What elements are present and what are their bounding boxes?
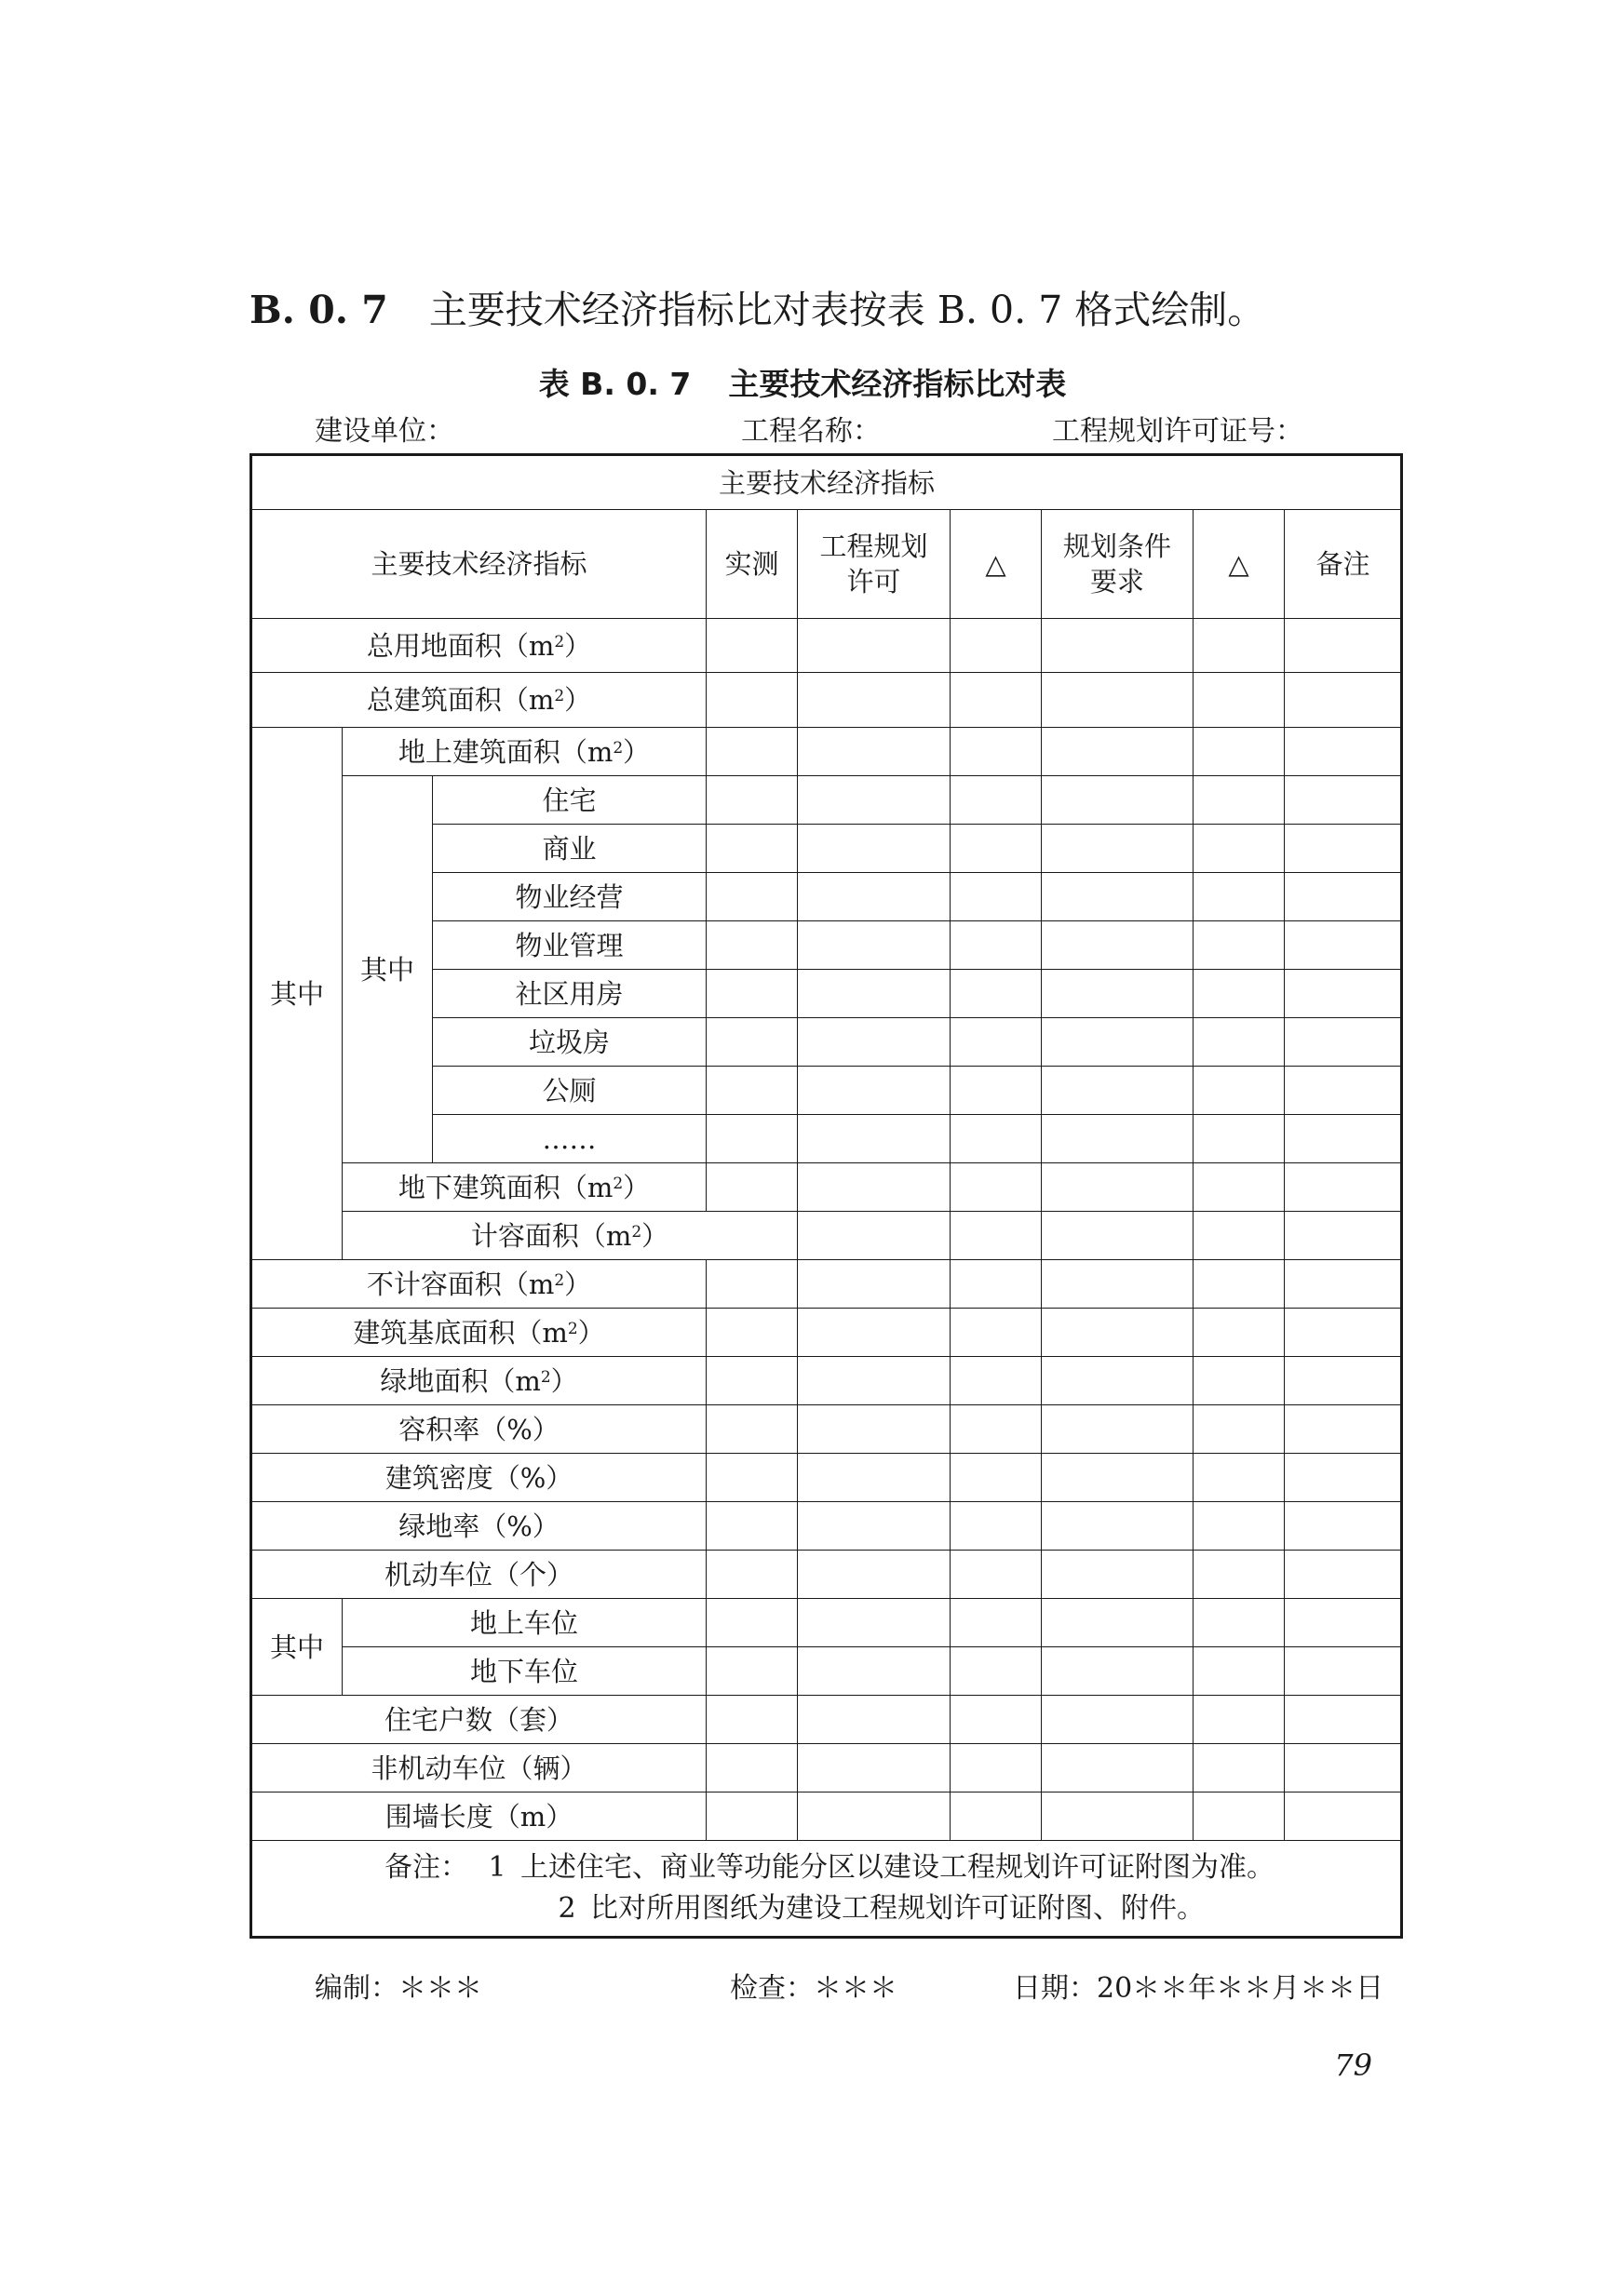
value-cell <box>798 921 951 970</box>
row-label-green-area: 绿地面积$(m^2)$ <box>251 1357 707 1405</box>
header-indicator: 主要技术经济指标 <box>251 510 707 619</box>
value-cell <box>1285 728 1402 776</box>
value-cell <box>1042 1212 1194 1260</box>
project-name-label: 工程名称： <box>741 415 881 448</box>
value-cell <box>951 776 1042 825</box>
construction-unit-label: 建设单位： <box>315 415 454 448</box>
value-cell <box>1194 873 1285 921</box>
value-cell <box>1285 970 1402 1018</box>
value-cell <box>951 1212 1042 1260</box>
value-cell <box>951 921 1042 970</box>
value-cell <box>1194 1163 1285 1212</box>
row-label-above-ground-parking: 地上车位 <box>343 1599 707 1647</box>
value-cell <box>707 970 798 1018</box>
table-row <box>251 673 1402 728</box>
value-cell <box>951 1454 1042 1502</box>
permit-number-label: 工程规划许可证号： <box>1052 415 1303 448</box>
value-cell <box>798 1551 951 1599</box>
row-label-community-room: 社区用房 <box>433 970 707 1018</box>
value-cell <box>1285 1212 1402 1260</box>
header-remark: 备注 <box>1285 510 1402 619</box>
row-label-ellipsis: …… <box>433 1115 707 1163</box>
table-row <box>251 1792 1402 1841</box>
clause-heading <box>250 284 1265 336</box>
value-cell <box>1285 1115 1402 1163</box>
value-cell <box>1285 1502 1402 1551</box>
value-cell <box>1285 1260 1402 1309</box>
value-cell <box>707 1405 798 1454</box>
value-cell <box>1042 1454 1194 1502</box>
value-cell <box>951 1551 1042 1599</box>
value-cell <box>951 873 1042 921</box>
value-cell <box>707 1454 798 1502</box>
value-cell <box>951 1357 1042 1405</box>
value-cell <box>707 1792 798 1841</box>
value-cell <box>798 1405 951 1454</box>
notes-label: 备注： <box>384 1851 468 1884</box>
value-cell <box>1285 1551 1402 1599</box>
value-cell <box>798 1067 951 1115</box>
value-cell <box>1194 1551 1285 1599</box>
value-cell <box>798 1647 951 1696</box>
note-2-text: 比对所用图纸为建设工程规划许可证附图、附件。 <box>590 1892 1205 1925</box>
value-cell <box>951 1115 1042 1163</box>
header-row <box>251 510 1402 619</box>
table-row <box>251 1744 1402 1792</box>
notes-cell <box>251 1841 1402 1938</box>
value-cell <box>1285 1309 1402 1357</box>
value-cell <box>1042 1647 1194 1696</box>
value-cell <box>1194 1212 1285 1260</box>
value-cell <box>707 1309 798 1357</box>
value-cell <box>951 1744 1042 1792</box>
header-delta-2: △ <box>1194 510 1285 619</box>
row-label-garbage-room: 垃圾房 <box>433 1018 707 1067</box>
value-cell <box>951 1696 1042 1744</box>
value-cell <box>1042 970 1194 1018</box>
row-label-property-business: 物业经营 <box>433 873 707 921</box>
value-cell <box>1285 1744 1402 1792</box>
value-cell <box>707 1551 798 1599</box>
checked-by: 检查：＊＊＊ <box>730 1972 897 2005</box>
value-cell <box>707 873 798 921</box>
value-cell <box>951 1792 1042 1841</box>
value-cell <box>798 1212 951 1260</box>
table-row <box>251 776 1402 825</box>
value-cell <box>1285 1163 1402 1212</box>
value-cell <box>1194 728 1285 776</box>
value-cell <box>798 776 951 825</box>
value-cell <box>1285 776 1402 825</box>
value-cell <box>798 1454 951 1502</box>
value-cell <box>798 1502 951 1551</box>
value-cell <box>798 1696 951 1744</box>
table-row <box>251 1405 1402 1454</box>
value-cell <box>1042 1696 1194 1744</box>
value-cell <box>1194 1405 1285 1454</box>
value-cell <box>951 1502 1042 1551</box>
value-cell <box>798 1163 951 1212</box>
value-cell <box>707 1067 798 1115</box>
value-cell <box>1194 619 1285 673</box>
row-label-underground-parking: 地下车位 <box>343 1647 707 1696</box>
table-row <box>251 619 1402 673</box>
value-cell <box>798 619 951 673</box>
value-cell <box>951 1599 1042 1647</box>
row-label-parking-spaces: 机动车位（个） <box>251 1551 707 1599</box>
value-cell <box>707 1260 798 1309</box>
value-cell <box>951 1067 1042 1115</box>
value-cell <box>1194 673 1285 728</box>
table-row <box>251 1647 1402 1696</box>
value-cell <box>1042 1551 1194 1599</box>
value-cell <box>1285 1454 1402 1502</box>
value-cell <box>1285 921 1402 970</box>
page-number: 79 <box>1334 2048 1372 2083</box>
value-cell <box>707 1115 798 1163</box>
value-cell <box>1194 1647 1285 1696</box>
note-1-text: 上述住宅、商业等功能分区以建设工程规划许可证附图为准。 <box>520 1851 1275 1884</box>
value-cell <box>1194 1696 1285 1744</box>
row-label-property-management: 物业管理 <box>433 921 707 970</box>
table-title-row <box>251 455 1402 510</box>
table-row <box>251 1502 1402 1551</box>
value-cell <box>707 776 798 825</box>
value-cell <box>1042 1260 1194 1309</box>
value-cell <box>1194 1792 1285 1841</box>
date: 日期：20＊＊年＊＊月＊＊日 <box>1013 1972 1384 2005</box>
value-cell <box>1042 1018 1194 1067</box>
subgroup-label-of-which: 其中 <box>343 776 433 1163</box>
value-cell <box>951 619 1042 673</box>
value-cell <box>951 1163 1042 1212</box>
value-cell <box>707 1018 798 1067</box>
value-cell <box>707 1696 798 1744</box>
value-cell <box>1194 1454 1285 1502</box>
value-cell <box>1285 1067 1402 1115</box>
header-planning-permit-line2: 许可 <box>846 566 901 597</box>
row-label-building-density: 建筑密度（%） <box>251 1454 707 1502</box>
value-cell <box>1194 776 1285 825</box>
table-row <box>251 1357 1402 1405</box>
table-row <box>251 728 1402 776</box>
value-cell <box>798 1260 951 1309</box>
value-cell <box>707 825 798 873</box>
value-cell <box>1285 1599 1402 1647</box>
value-cell <box>1042 1502 1194 1551</box>
header-planning-conditions <box>1042 510 1194 619</box>
value-cell <box>707 1647 798 1696</box>
value-cell <box>798 1792 951 1841</box>
value-cell <box>1042 825 1194 873</box>
value-cell <box>1042 1792 1194 1841</box>
value-cell <box>951 1309 1042 1357</box>
table-row <box>251 1163 1402 1212</box>
table-row <box>251 1696 1402 1744</box>
table-row <box>251 1599 1402 1647</box>
value-cell <box>798 1744 951 1792</box>
value-cell <box>951 1260 1042 1309</box>
value-cell <box>1194 825 1285 873</box>
value-cell <box>1194 1067 1285 1115</box>
table-row <box>251 1551 1402 1599</box>
value-cell <box>1285 1792 1402 1841</box>
value-cell <box>1042 619 1194 673</box>
value-cell <box>798 1115 951 1163</box>
value-cell <box>798 1309 951 1357</box>
value-cell <box>1285 619 1402 673</box>
value-cell <box>1194 970 1285 1018</box>
value-cell <box>1285 673 1402 728</box>
row-label-wall-length: 围墙长度（m） <box>251 1792 707 1841</box>
header-measured: 实测 <box>707 510 798 619</box>
table-title-cell: 主要技术经济指标 <box>251 455 1402 510</box>
note-1-number: 1 <box>488 1851 506 1884</box>
value-cell <box>1194 1260 1285 1309</box>
value-cell <box>951 1405 1042 1454</box>
row-label-total-land-area: 总用地面积$(m^2)$ <box>251 619 707 673</box>
row-label-non-far-area: 不计容面积$(m^2)$ <box>251 1260 707 1309</box>
value-cell <box>1194 1115 1285 1163</box>
row-label-far-area: 计容面积$(m^2)$ <box>343 1212 798 1260</box>
header-planning-permit-line1: 工程规划 <box>819 530 928 562</box>
header-delta-1: △ <box>951 510 1042 619</box>
value-cell <box>951 728 1042 776</box>
row-label-underground-area: 地下建筑面积$(m^2)$ <box>343 1163 707 1212</box>
row-label-households: 住宅户数（套） <box>251 1696 707 1744</box>
table-row <box>251 1309 1402 1357</box>
row-label-bicycle-spaces: 非机动车位（辆） <box>251 1744 707 1792</box>
row-label-public-toilet: 公厕 <box>433 1067 707 1115</box>
value-cell <box>1194 1744 1285 1792</box>
value-cell <box>798 1599 951 1647</box>
indicator-comparison-table <box>250 453 1403 1939</box>
value-cell <box>1042 921 1194 970</box>
value-cell <box>798 873 951 921</box>
value-cell <box>1042 728 1194 776</box>
value-cell <box>707 673 798 728</box>
value-cell <box>707 1357 798 1405</box>
value-cell <box>798 1357 951 1405</box>
header-planning-conditions-line1: 规划条件 <box>1062 530 1171 562</box>
row-label-residential: 住宅 <box>433 776 707 825</box>
value-cell <box>707 619 798 673</box>
value-cell <box>1042 776 1194 825</box>
row-label-above-ground-area: 地上建筑面积$(m^2)$ <box>343 728 707 776</box>
value-cell <box>1285 1647 1402 1696</box>
value-cell <box>1042 873 1194 921</box>
clause-text: 主要技术经济指标比对表按表 B. 0. 7 格式绘制。 <box>428 288 1266 332</box>
row-label-floor-area-ratio: 容积率（%） <box>251 1405 707 1454</box>
note-2 <box>252 1888 1401 1929</box>
note-2-number: 2 <box>558 1892 576 1925</box>
header-planning-conditions-line2: 要求 <box>1089 566 1144 597</box>
value-cell <box>1285 1357 1402 1405</box>
value-cell <box>707 1163 798 1212</box>
value-cell <box>1042 673 1194 728</box>
row-label-green-ratio: 绿地率（%） <box>251 1502 707 1551</box>
row-label-commercial: 商业 <box>433 825 707 873</box>
value-cell <box>1194 1357 1285 1405</box>
table-caption <box>0 361 1605 408</box>
value-cell <box>1194 1018 1285 1067</box>
value-cell <box>798 825 951 873</box>
value-cell <box>798 728 951 776</box>
value-cell <box>1194 921 1285 970</box>
value-cell <box>798 970 951 1018</box>
notes-row <box>251 1841 1402 1938</box>
value-cell <box>707 1599 798 1647</box>
table-number: 表 B. 0. 7 <box>538 366 692 402</box>
group-label-of-which: 其中 <box>251 728 343 1260</box>
value-cell <box>1194 1502 1285 1551</box>
row-label-total-building-area: 总建筑面积$(m^2)$ <box>251 673 707 728</box>
group-label-parking-of-which: 其中 <box>251 1599 343 1696</box>
value-cell <box>1194 1599 1285 1647</box>
header-planning-permit <box>798 510 951 619</box>
value-cell <box>951 825 1042 873</box>
value-cell <box>1042 1115 1194 1163</box>
value-cell <box>707 728 798 776</box>
value-cell <box>951 1018 1042 1067</box>
value-cell <box>1042 1744 1194 1792</box>
table-row <box>251 1260 1402 1309</box>
value-cell <box>951 1647 1042 1696</box>
value-cell <box>1285 873 1402 921</box>
value-cell <box>1042 1309 1194 1357</box>
value-cell <box>1042 1599 1194 1647</box>
value-cell <box>1285 1018 1402 1067</box>
value-cell <box>1194 1309 1285 1357</box>
value-cell <box>1285 1405 1402 1454</box>
value-cell <box>707 1744 798 1792</box>
table-title: 主要技术经济指标比对表 <box>728 366 1067 402</box>
value-cell <box>798 673 951 728</box>
value-cell <box>1042 1357 1194 1405</box>
table-row <box>251 1454 1402 1502</box>
value-cell <box>707 921 798 970</box>
value-cell <box>707 1502 798 1551</box>
value-cell <box>951 970 1042 1018</box>
value-cell <box>1042 1067 1194 1115</box>
value-cell <box>798 1018 951 1067</box>
clause-number: B. 0. 7 <box>250 288 388 332</box>
value-cell <box>1285 1696 1402 1744</box>
value-cell <box>951 673 1042 728</box>
value-cell <box>1042 1405 1194 1454</box>
compiled-by: 编制：＊＊＊ <box>315 1972 482 2005</box>
table-row <box>251 1212 1402 1260</box>
row-label-base-area: 建筑基底面积$(m^2)$ <box>251 1309 707 1357</box>
note-1 <box>252 1847 1401 1888</box>
value-cell <box>1285 825 1402 873</box>
value-cell <box>1042 1163 1194 1212</box>
